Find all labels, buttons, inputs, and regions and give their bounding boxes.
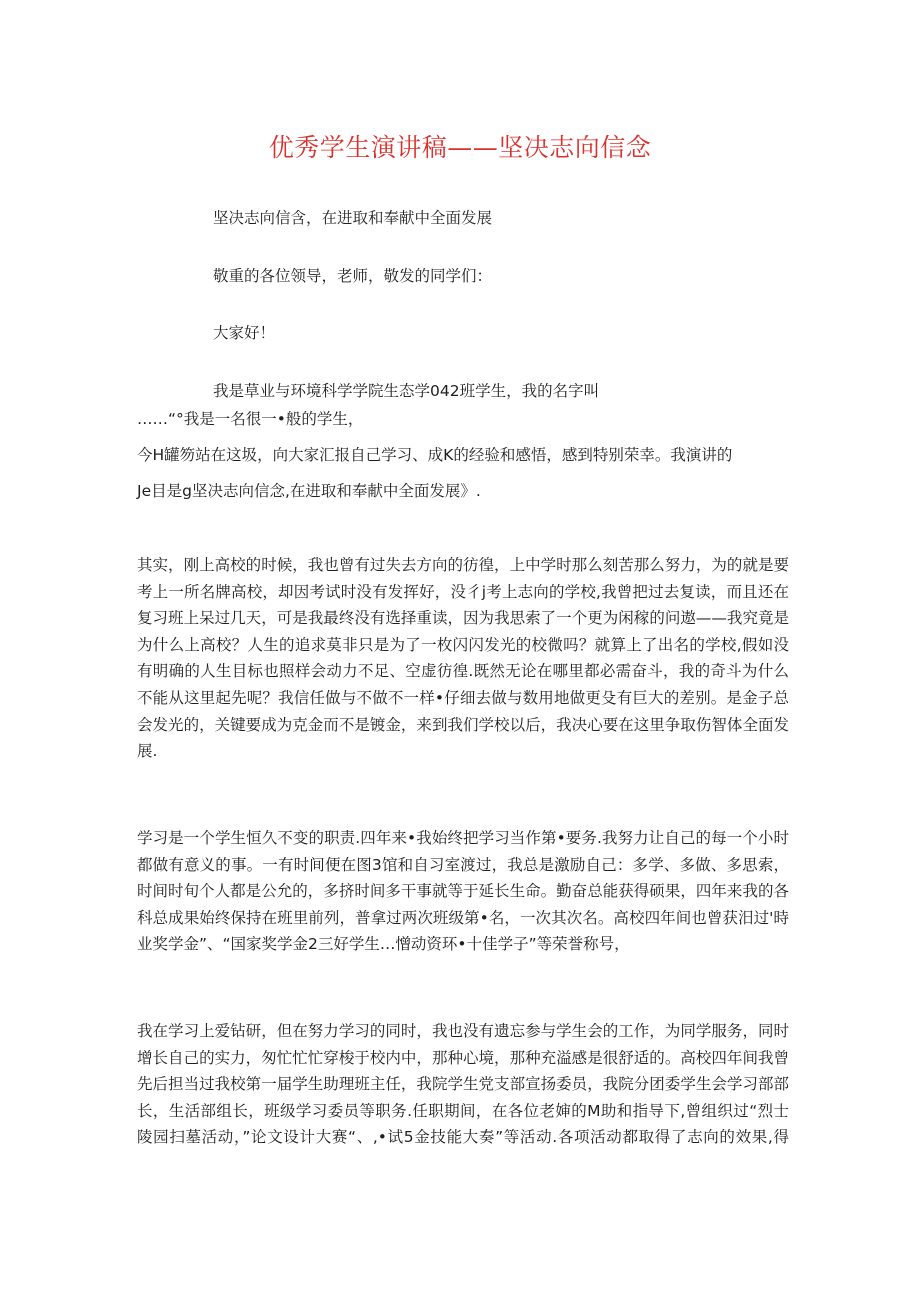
paragraph-line: 我在学习上爱钻研，但在努力学习的同时，我也没有遗忘参与学生会的工作，为同学服务，同时 <box>137 1022 789 1040</box>
body-paragraph-1 <box>137 552 789 765</box>
paragraph-line: 先后担当过我校第一届学生助理班主任，我院学生党支部宣扬委员，我院分团委学生会学习部部 <box>137 1075 789 1094</box>
paragraph-line: 其实，刚上高校的时候，我也曾有过失去方向的彷徨，上中学时那么刻苦那么努力，为的就是要 <box>137 556 789 574</box>
paragraph-line: 有明确的人生目标也照样会动力不足、空虚彷徨.既然无论在哪里都必需奋斗，我的奇斗为什么 <box>137 662 789 681</box>
body-paragraph-2 <box>137 825 789 958</box>
paragraph-line: 业奖学金”、“国家奖学金2三好学生…憎动资环•十佳学子”等荣誉称号， <box>137 935 630 954</box>
document-title: 优秀学生演讲稿——坚决志向信念 <box>268 133 652 162</box>
paragraph-line: 增长自己的实力，匆忙忙忙穿梭于校内中，那种心境，那种充溢感是很舒适的。高校四年间我曾 <box>137 1048 789 1067</box>
hello-line: 大家好！ <box>213 324 276 342</box>
paragraph-line: 会发光的，关键要成为克金而不是镀金，来到我们学校以后，我决心要在这里争取伤智体全面发 <box>137 715 789 734</box>
greeting-line: 敬重的各位领导，老师，敬发的同学们： <box>213 267 493 285</box>
paragraph-line: 复习班上呆过几天，可是我最终没有选择重读，因为我思索了一个更为闲稼的问遨——我究竟是 <box>137 609 789 628</box>
paragraph-line: 展. <box>137 742 158 761</box>
paragraph-line: 不能从这里起先呢？我信任做与不做不一样•仔细去做与数用地做更殳有巨大的差别。是金子总 <box>137 688 789 707</box>
body-paragraph-3 <box>137 1018 789 1151</box>
self-intro-line-1: 我是草业与环境科学学院生态学042班学生，我的名字叫 <box>213 382 600 400</box>
paragraph-line: 为什么上高校？人生的追求莫非只是为了一枚闪闪发光的校微吗？就算上了出名的学校,假如没 <box>137 635 789 654</box>
self-intro-line-2: ……“°我是一名很一•般的学生， <box>137 410 364 428</box>
paragraph-line: 科总成果始终保持在班里前列，普拿过两次班级第•名，一次其次名。高校四年间也曾获汨过'時 <box>137 908 789 927</box>
paragraph-line: 考上一所名牌高校，却因考试时没有发挥好，没彳j考上志向的学校,我曾把过去复读，而且还在 <box>137 582 789 601</box>
speech-subtitle: 坚决志向信含，在进取和奉献中全面发展 <box>213 209 493 227</box>
self-intro-line-4: Je目是g坚决志向信念,在进取和奉献中全面发展》. <box>137 482 481 500</box>
paragraph-line: 都做有意义的事。一有时间便在图3馆和自习室渡过，我总是激励自己：多学、多做、多思索， <box>137 855 789 874</box>
paragraph-line: 学习是一个学生恒久不变的职责.四年来•我始终把学习当作第•要务.我努力让自己的每一个小时 <box>137 829 789 847</box>
self-intro-line-3: 今H罐笏站在这圾，向大家汇报自己学习、成K的经验和感悟，感到特别荣幸。我演讲的 <box>137 446 733 464</box>
paragraph-line: 陵园扫墓活动，”论文设计大赛“、,•试5金技能大奏”等活动.各项活动都取得了志向的效果,得 <box>137 1128 789 1147</box>
paragraph-line: 时间时旬个人都是公允的，多挤时间多干事就等于延长生命。勤奋总能获得硕果，四年来我的各 <box>137 882 789 901</box>
paragraph-line: 长，生活部组长，班级学习委员等职务.任职期间，在各位老婶的M助和指导下,曾组织过“烈士 <box>137 1101 789 1120</box>
